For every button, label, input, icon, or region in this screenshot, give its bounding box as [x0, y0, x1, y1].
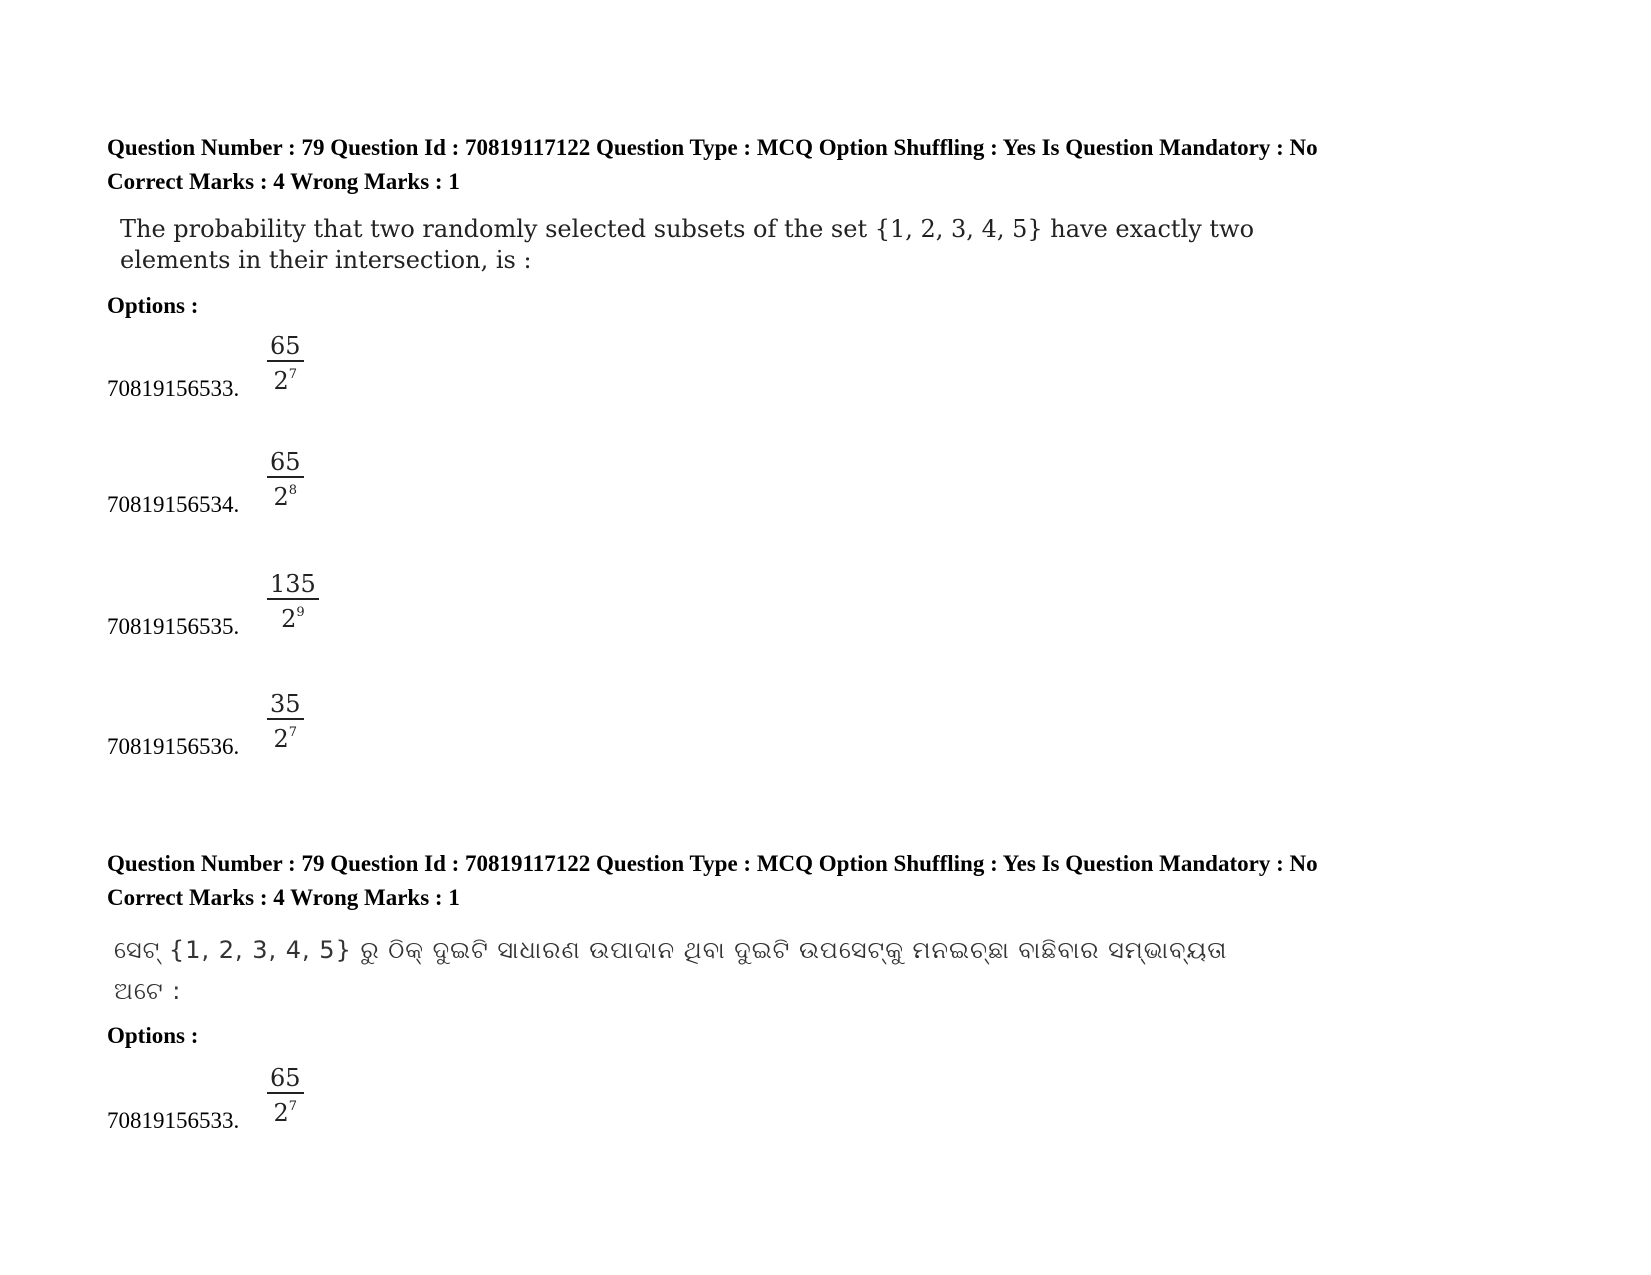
- denominator: [281, 600, 305, 634]
- question-meta-line-1: Question Number : 79 Question Id : 70819117122 Question Type : MCQ Option Shuffling : Yes Is Question Mandatory : No: [107, 135, 1318, 160]
- fraction: [267, 690, 304, 754]
- numerator: 65: [270, 332, 301, 360]
- question-text-line-2: ଅଟେ :: [114, 977, 182, 1005]
- numerator: 65: [270, 1064, 301, 1092]
- option-id: 70819156533.: [107, 376, 240, 401]
- options-label: Options :: [107, 1023, 199, 1048]
- option-id: 70819156533.: [107, 1108, 240, 1133]
- question-marks-line: Correct Marks : 4 Wrong Marks : 1: [107, 169, 460, 194]
- exponent: 7: [288, 367, 298, 382]
- numerator: 35: [270, 690, 301, 718]
- numerator: 65: [270, 448, 301, 476]
- base: 2: [273, 725, 289, 753]
- question-marks-line: Correct Marks : 4 Wrong Marks : 1: [107, 885, 460, 910]
- denominator: [273, 478, 297, 512]
- exponent: 7: [288, 1099, 298, 1114]
- base: 2: [273, 483, 289, 511]
- question-text-line-2: elements in their intersection, is :: [120, 246, 532, 274]
- option-id: 70819156536.: [107, 734, 240, 759]
- question-text-line-1: ସେଟ୍ {1, 2, 3, 4, 5} ରୁ ଠିକ୍ ଦୁଇଟି ସାଧାରଣ ଉପାଦାନ ଥିବା ଦୁଇଟି ଉପସେଟ୍‌କୁ ମନଇଚ୍ଛା ବାଛିବାର ସମ୍ଭାବ୍ୟତା: [114, 936, 1228, 964]
- base: 2: [281, 605, 297, 633]
- question-meta-line-1: Question Number : 79 Question Id : 70819117122 Question Type : MCQ Option Shuffling : Yes Is Question Mandatory : No: [107, 851, 1318, 876]
- option-4[interactable]: [107, 690, 507, 760]
- exponent: 7: [288, 725, 298, 740]
- exponent: 8: [288, 483, 298, 498]
- options-label: Options :: [107, 293, 199, 318]
- fraction: [267, 570, 319, 634]
- option-2[interactable]: [107, 448, 507, 518]
- base: 2: [273, 367, 289, 395]
- fraction: [267, 1064, 304, 1128]
- denominator: [273, 720, 297, 754]
- option-1[interactable]: [107, 1064, 507, 1134]
- base: 2: [273, 1099, 289, 1127]
- question-text-line-1: The probability that two randomly selected subsets of the set {1, 2, 3, 4, 5} have exactly two: [120, 215, 1255, 243]
- denominator: [273, 1094, 297, 1128]
- numerator: 135: [270, 570, 316, 598]
- option-id: 70819156535.: [107, 614, 240, 639]
- fraction: [267, 332, 304, 396]
- option-id: 70819156534.: [107, 492, 240, 517]
- exponent: 9: [296, 605, 305, 620]
- option-3[interactable]: [107, 570, 507, 640]
- denominator: [273, 362, 297, 396]
- option-1[interactable]: [107, 332, 507, 402]
- fraction: [267, 448, 304, 512]
